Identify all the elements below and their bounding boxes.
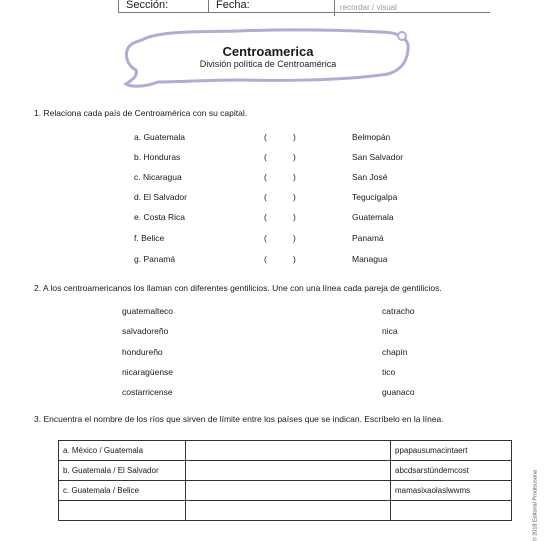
- country-pair: c. Guatemala / Belice: [59, 481, 186, 501]
- table-row: [59, 481, 512, 501]
- q3-prompt: 3. Encuentra el nombre de los ríos que sirven de límite entre los países que se indican. Escríbelo en la línea.: [34, 414, 444, 424]
- q1-capital: Panamá: [352, 233, 384, 243]
- q2-left-item[interactable]: nicaragüense: [122, 367, 174, 377]
- answer-slot-a[interactable]: [270, 131, 290, 143]
- q1-prompt: 1. Relaciona cada país de Centroamérica con su capital.: [34, 108, 248, 118]
- table-row: [59, 441, 512, 461]
- rivers-table: [58, 440, 512, 521]
- answer-slot-e[interactable]: [270, 211, 290, 223]
- answer-slot-b[interactable]: [270, 151, 290, 163]
- q1-country: c. Nicaragua: [134, 172, 182, 182]
- answer-line[interactable]: [186, 481, 391, 501]
- answer-paren-open: (: [264, 233, 267, 243]
- header-hint: recordar / visual: [340, 3, 397, 12]
- answer-paren-open: (: [264, 192, 267, 202]
- answer-line[interactable]: [186, 461, 391, 481]
- q1-capital: San José: [352, 172, 388, 182]
- date-label: Fecha:: [216, 0, 250, 11]
- country-pair: b. Guatemala / El Salvador: [59, 461, 186, 481]
- table-row: [59, 461, 512, 481]
- answer-paren-open: (: [264, 152, 267, 162]
- q1-country: b. Honduras: [134, 152, 181, 162]
- q1-country: a. Guatemala: [134, 132, 186, 142]
- q2-left-item[interactable]: guatemalteco: [122, 306, 174, 316]
- answer-paren-open: (: [264, 212, 267, 222]
- q1-capital: Managua: [352, 254, 388, 264]
- letter-string: abcdsarstúndemcost: [391, 461, 512, 481]
- copyright-credit: © 2018 Editorial Prodisusana: [532, 470, 538, 541]
- answer-paren-close: ): [293, 132, 296, 142]
- letter-string: mamasixaolaslwwms: [391, 481, 512, 501]
- answer-paren-open: (: [264, 172, 267, 182]
- q1-capital: Belmopán: [352, 132, 391, 142]
- answer-paren-close: ): [293, 254, 296, 264]
- q1-capital: Guatemala: [352, 212, 394, 222]
- answer-slot-c[interactable]: [270, 171, 290, 183]
- answer-paren-close: ): [293, 212, 296, 222]
- title-box: [118, 44, 418, 69]
- answer-paren-close: ): [293, 233, 296, 243]
- answer-paren-close: ): [293, 172, 296, 182]
- letter-string: ppapausumacintaert: [391, 441, 512, 461]
- country-pair: a. México / Guatemala: [59, 441, 186, 461]
- q1-capital: San Salvador: [352, 152, 404, 162]
- answer-slot-g[interactable]: [270, 253, 290, 265]
- answer-paren-open: (: [264, 254, 267, 264]
- answer-slot-f[interactable]: [270, 232, 290, 244]
- q2-right-item[interactable]: nica: [382, 326, 398, 336]
- q1-country: g. Panamá: [134, 254, 176, 264]
- q1-capital: Tegucigalpa: [352, 192, 398, 202]
- q2-right-item[interactable]: guanaco: [382, 387, 415, 397]
- q2-prompt: 2. A los centroamericanos los llaman con diferentes gentilicios. Une con una línea cada pareja de gentilicios.: [34, 283, 442, 293]
- section-label: Sección:: [126, 0, 169, 11]
- answer-slot-d[interactable]: [270, 191, 290, 203]
- q1-country: d. El Salvador: [134, 192, 187, 202]
- q2-right-item[interactable]: chapín: [382, 347, 408, 357]
- q1-country: e. Costa Rica: [134, 212, 186, 222]
- page-subtitle: División política de Centroamérica: [199, 59, 337, 69]
- q1-country: f. Belice: [134, 233, 165, 243]
- answer-paren-close: ): [293, 192, 296, 202]
- answer-paren-close: ): [293, 152, 296, 162]
- q2-left-item[interactable]: salvadoreño: [122, 326, 169, 336]
- q2-right-item[interactable]: catracho: [382, 306, 415, 316]
- q2-right-item[interactable]: tico: [382, 367, 396, 377]
- answer-paren-open: (: [264, 132, 267, 142]
- q2-left-item[interactable]: hondureño: [122, 347, 163, 357]
- page-title: Centroamerica: [222, 44, 314, 59]
- answer-line[interactable]: [186, 441, 391, 461]
- q2-left-item[interactable]: costarricense: [122, 387, 173, 397]
